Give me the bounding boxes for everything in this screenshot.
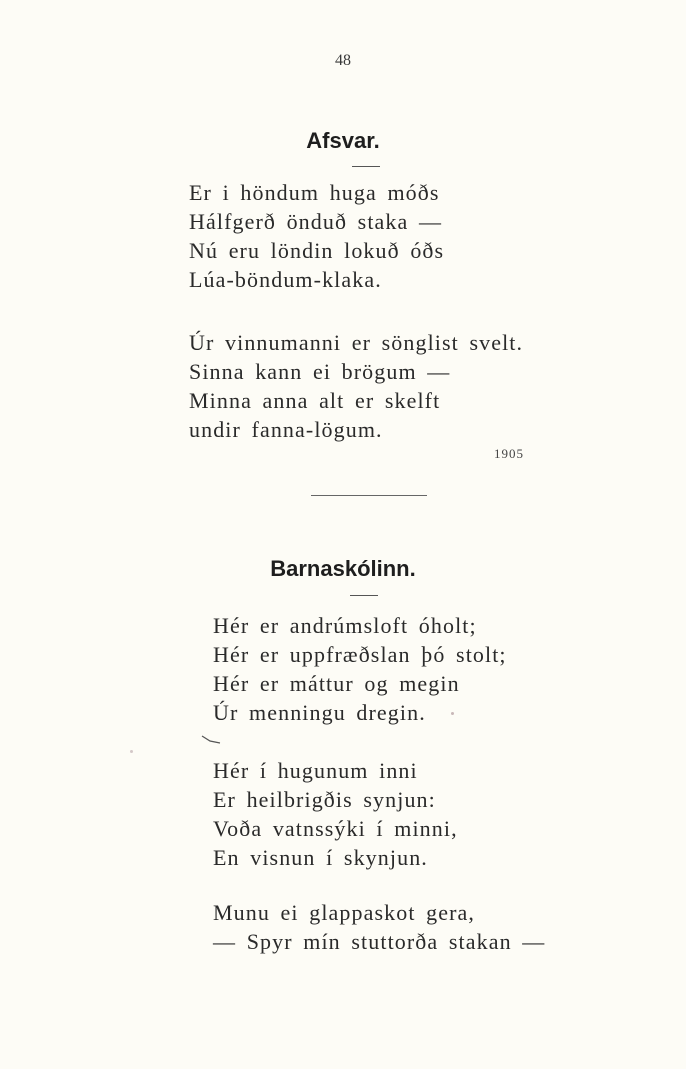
stanza: [189, 328, 523, 444]
verse-line: Er heilbrigðis synjun:: [213, 787, 436, 812]
section-divider: [311, 495, 427, 496]
verse-line: undir fanna-lögum.: [189, 417, 383, 442]
ink-speck-icon: [130, 750, 133, 753]
verse-line: Hér er andrúmsloft óholt;: [213, 613, 477, 638]
ink-mark-icon: [200, 733, 228, 747]
verse-line: En visnun í skynjun.: [213, 845, 428, 870]
verse-line: Munu ei glappaskot gera,: [213, 900, 476, 925]
verse-line: — Spyr mín stuttorða stakan —: [213, 929, 546, 954]
poem-date: 1905: [494, 446, 524, 461]
poem-title-afsvar: Afsvar.: [306, 128, 380, 153]
verse-line: Sinna kann ei brögum —: [189, 359, 451, 384]
title-divider: [352, 166, 380, 167]
stanza: [189, 178, 444, 294]
verse-line: Er i höndum huga móðs: [189, 180, 440, 205]
page-number: 48: [335, 52, 351, 69]
verse-line: Úr vinnumanni er sönglist svelt.: [189, 330, 524, 355]
verse-line: Lúa-böndum-klaka.: [189, 267, 382, 292]
verse-line: Voða vatnssýki í minni,: [213, 816, 458, 841]
verse-line: Hálfgerð önduð staka —: [189, 209, 443, 234]
stanza: [213, 611, 507, 727]
verse-line: Minna anna alt er skelft: [189, 388, 441, 413]
poem-title-barnaskolinn: Barnaskólinn.: [270, 556, 416, 581]
verse-line: Hér er máttur og megin: [213, 671, 460, 696]
verse-line: Hér í hugunum inni: [213, 758, 418, 783]
verse-line: Hér er uppfræðslan þó stolt;: [213, 642, 507, 667]
ink-speck-icon: [451, 712, 454, 715]
stanza: [213, 898, 545, 956]
verse-line: Nú eru löndin lokuð óðs: [189, 238, 445, 263]
verse-line: Úr menningu dregin.: [213, 700, 426, 725]
stanza: [213, 756, 458, 872]
title-divider: [350, 595, 378, 596]
